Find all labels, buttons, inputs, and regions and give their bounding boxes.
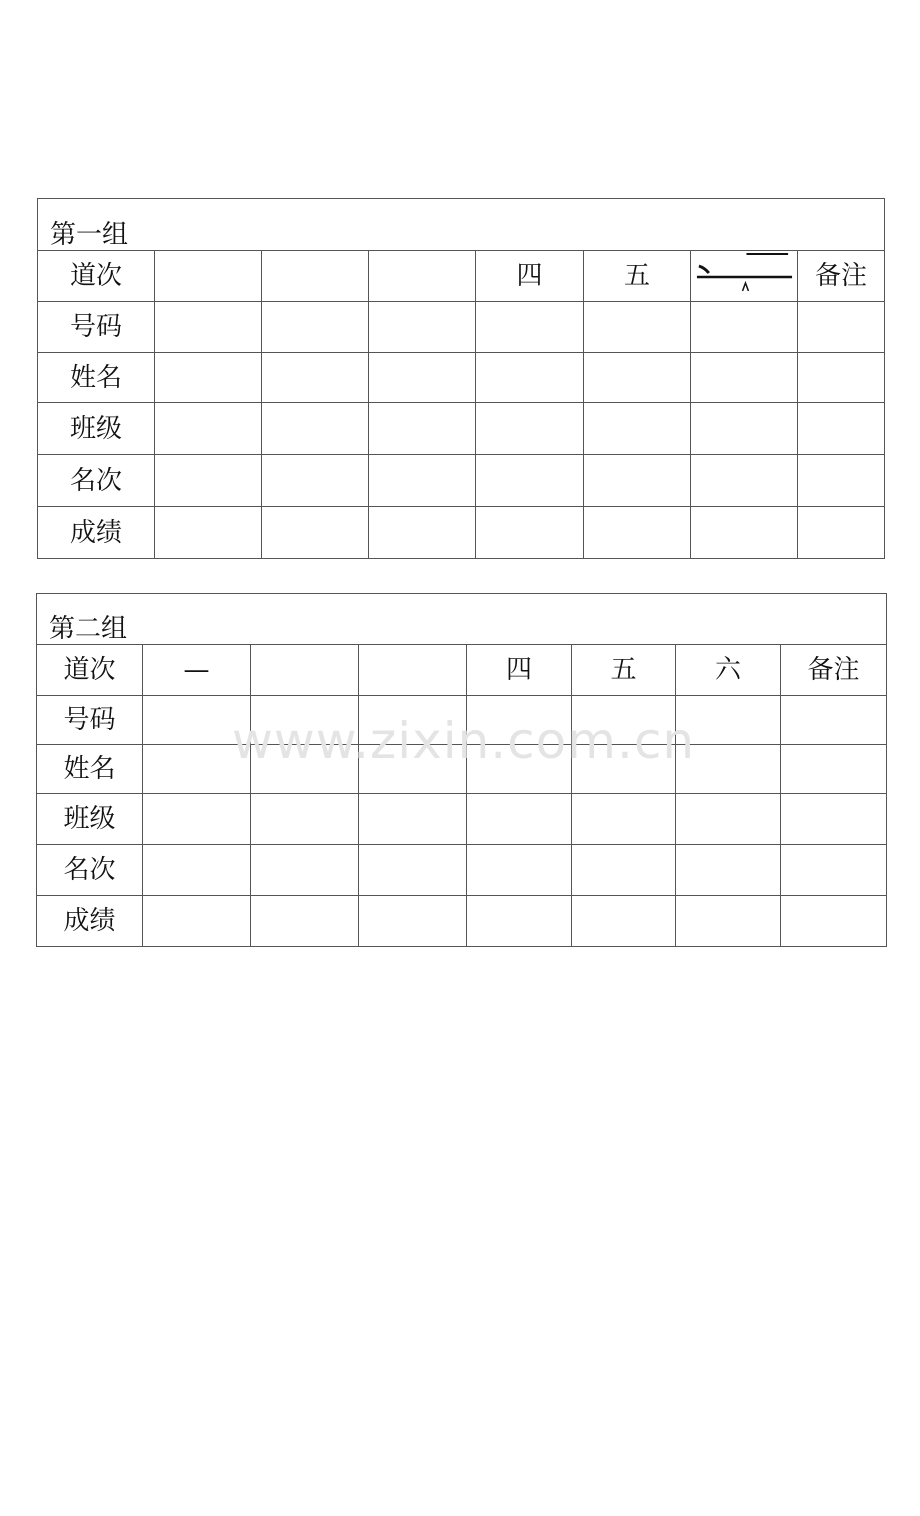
cell [798, 353, 885, 403]
cell [676, 794, 781, 845]
cell [798, 302, 885, 353]
row-label: 姓名 [37, 745, 143, 794]
cell [467, 794, 572, 845]
table-row [37, 845, 887, 896]
group-2-table [36, 593, 887, 947]
cell [369, 353, 476, 403]
row-label: 姓名 [38, 353, 155, 403]
lane-1-cell: — [143, 645, 251, 696]
cell [572, 794, 676, 845]
cell [584, 302, 691, 353]
row-label: 号码 [38, 302, 155, 353]
cell [798, 403, 885, 455]
cell [798, 455, 885, 507]
row-label: 成绩 [38, 507, 155, 559]
lane-2-cell [251, 645, 359, 696]
cell [476, 353, 584, 403]
cell [676, 745, 781, 794]
cell [262, 353, 369, 403]
remark-header: 备注 [781, 645, 887, 696]
row-label: 班级 [37, 794, 143, 845]
cell [155, 403, 262, 455]
cell [584, 403, 691, 455]
row-label: 名次 [38, 455, 155, 507]
cell [467, 696, 572, 745]
cell [781, 794, 887, 845]
row-label: 成绩 [37, 896, 143, 947]
lane-4-cell: 四 [467, 645, 572, 696]
cell [572, 845, 676, 896]
cell [359, 745, 467, 794]
lane-6-glyph-fragment [691, 252, 797, 300]
lane-5-cell: 五 [584, 251, 691, 302]
cell [584, 507, 691, 559]
table-row [38, 302, 885, 353]
cell [143, 794, 251, 845]
cell [251, 794, 359, 845]
cell [369, 302, 476, 353]
lane-6-cell: 六 [676, 645, 781, 696]
cell [359, 845, 467, 896]
table-row [38, 403, 885, 455]
cell [476, 403, 584, 455]
cell [467, 745, 572, 794]
cell [691, 403, 798, 455]
table-row [37, 745, 887, 794]
table-row [37, 696, 887, 745]
cell [584, 455, 691, 507]
lane-label: 道次 [38, 251, 155, 302]
cell [143, 845, 251, 896]
lane-header-row [37, 645, 887, 696]
lane-3-cell [369, 251, 476, 302]
cell [781, 845, 887, 896]
cell [262, 403, 369, 455]
cell [691, 302, 798, 353]
cell [676, 896, 781, 947]
cell [781, 896, 887, 947]
cell [262, 302, 369, 353]
cell [676, 696, 781, 745]
cell [572, 745, 676, 794]
cell [359, 794, 467, 845]
cell [251, 745, 359, 794]
cell [691, 507, 798, 559]
cell [476, 302, 584, 353]
cell [798, 507, 885, 559]
group-title: 第二组 [37, 594, 887, 645]
cell [584, 353, 691, 403]
cell [262, 455, 369, 507]
cell [369, 455, 476, 507]
cell [143, 745, 251, 794]
lane-1-cell [155, 251, 262, 302]
cell [691, 455, 798, 507]
cell [143, 696, 251, 745]
table-row [38, 455, 885, 507]
cell [369, 403, 476, 455]
cell [476, 507, 584, 559]
group-1-table [37, 198, 885, 559]
cell [369, 507, 476, 559]
lane-3-cell [359, 645, 467, 696]
cell [155, 302, 262, 353]
table-row [38, 507, 885, 559]
cell [467, 896, 572, 947]
cell [143, 896, 251, 947]
lane-label: 道次 [37, 645, 143, 696]
lane-2-cell [262, 251, 369, 302]
cell [781, 696, 887, 745]
cell [251, 845, 359, 896]
cell [155, 455, 262, 507]
remark-header: 备注 [798, 251, 885, 302]
lane-4-cell: 四 [476, 251, 584, 302]
lane-5-cell: 五 [572, 645, 676, 696]
lane-header-row [38, 251, 885, 302]
cell [155, 507, 262, 559]
cell [155, 353, 262, 403]
cell [467, 845, 572, 896]
row-label: 名次 [37, 845, 143, 896]
watermark: www.zixin.com.cn [232, 712, 696, 770]
cell [676, 845, 781, 896]
cell [359, 896, 467, 947]
cell [251, 896, 359, 947]
cell [572, 896, 676, 947]
cell [251, 696, 359, 745]
cell [262, 507, 369, 559]
group-title: 第一组 [38, 199, 885, 251]
cell [572, 696, 676, 745]
table-row [37, 896, 887, 947]
cell [691, 353, 798, 403]
lane-6-cell [691, 251, 798, 302]
table-row [37, 794, 887, 845]
row-label: 号码 [37, 696, 143, 745]
cell [476, 455, 584, 507]
row-label: 班级 [38, 403, 155, 455]
cell [781, 745, 887, 794]
table-row [38, 353, 885, 403]
cell [359, 696, 467, 745]
